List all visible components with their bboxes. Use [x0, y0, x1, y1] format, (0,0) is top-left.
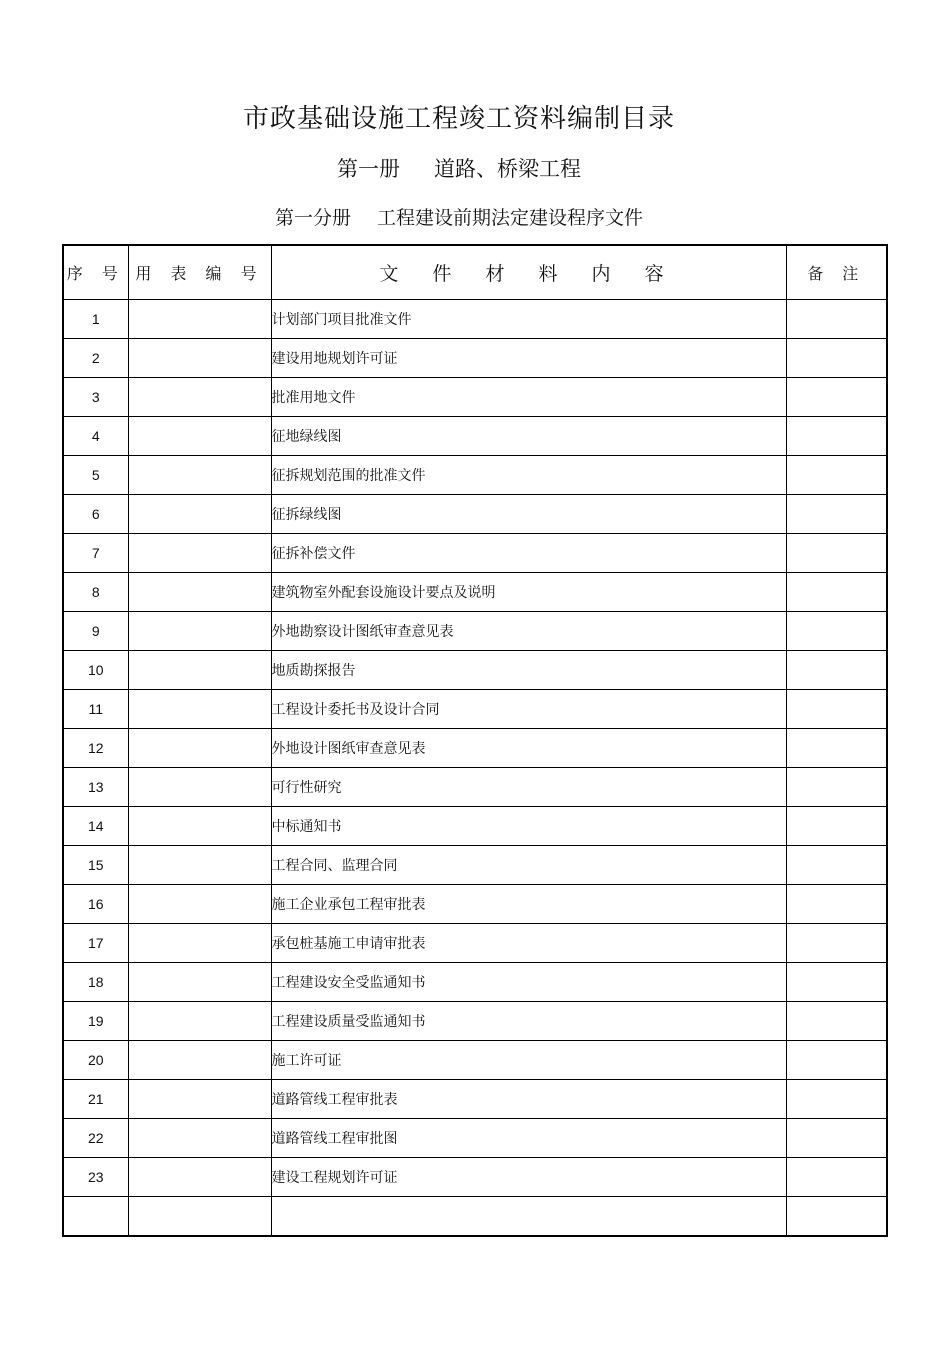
- row-note: [786, 768, 887, 807]
- table-row: [63, 612, 887, 651]
- row-seq: 18: [63, 963, 128, 1002]
- row-form-number: [128, 378, 271, 417]
- row-form-number: [128, 1158, 271, 1197]
- row-seq: 1: [63, 300, 128, 339]
- volume-heading: [0, 153, 918, 183]
- row-seq: 8: [63, 573, 128, 612]
- table-row: [63, 729, 887, 768]
- row-note: [786, 963, 887, 1002]
- row-seq: 7: [63, 534, 128, 573]
- row-content: 道路管线工程审批表: [271, 1080, 786, 1119]
- row-note: [786, 378, 887, 417]
- row-content: 地质勘探报告: [271, 651, 786, 690]
- row-form-number: [128, 651, 271, 690]
- row-note: [786, 456, 887, 495]
- row-seq: 15: [63, 846, 128, 885]
- table-row: [63, 573, 887, 612]
- row-note: [786, 807, 887, 846]
- row-form-number: [128, 690, 271, 729]
- row-form-number: [128, 1197, 271, 1237]
- table-row: [63, 1158, 887, 1197]
- subvolume-number: 第一分册: [274, 207, 351, 229]
- row-note: [786, 417, 887, 456]
- row-form-number: [128, 417, 271, 456]
- table-row: [63, 651, 887, 690]
- row-content: 中标通知书: [271, 807, 786, 846]
- table-row: [63, 690, 887, 729]
- row-note: [786, 1080, 887, 1119]
- row-seq: [63, 1197, 128, 1237]
- row-content: 外地勘察设计图纸审查意见表: [271, 612, 786, 651]
- row-form-number: [128, 456, 271, 495]
- row-note: [786, 534, 887, 573]
- row-seq: 21: [63, 1080, 128, 1119]
- table-row: [63, 924, 887, 963]
- row-note: [786, 1041, 887, 1080]
- table-row: [63, 378, 887, 417]
- row-content: 建设工程规划许可证: [271, 1158, 786, 1197]
- table-row: [63, 534, 887, 573]
- row-form-number: [128, 612, 271, 651]
- table-row: [63, 1080, 887, 1119]
- row-seq: 5: [63, 456, 128, 495]
- row-content: 征地绿线图: [271, 417, 786, 456]
- document-title: 市政基础设施工程竣工资料编制目录: [242, 104, 675, 134]
- row-content: [271, 1197, 786, 1237]
- row-content: 批准用地文件: [271, 378, 786, 417]
- row-note: [786, 1002, 887, 1041]
- row-content: 道路管线工程审批图: [271, 1119, 786, 1158]
- header-note: 备 注: [786, 245, 887, 300]
- row-note: [786, 1119, 887, 1158]
- row-content: 工程建设安全受监通知书: [271, 963, 786, 1002]
- row-seq: 14: [63, 807, 128, 846]
- row-form-number: [128, 885, 271, 924]
- row-form-number: [128, 1080, 271, 1119]
- row-note: [786, 924, 887, 963]
- row-seq: 3: [63, 378, 128, 417]
- row-seq: 22: [63, 1119, 128, 1158]
- row-content: 建设用地规划许可证: [271, 339, 786, 378]
- subvolume-heading: [0, 203, 918, 230]
- table-row: [63, 456, 887, 495]
- table-row: [63, 495, 887, 534]
- table-row: [63, 963, 887, 1002]
- row-content: 计划部门项目批准文件: [271, 300, 786, 339]
- table-row: [63, 1119, 887, 1158]
- row-note: [786, 612, 887, 651]
- table-row: [63, 1041, 887, 1080]
- table-row: [63, 417, 887, 456]
- row-seq: 6: [63, 495, 128, 534]
- row-note: [786, 885, 887, 924]
- row-seq: 19: [63, 1002, 128, 1041]
- row-note: [786, 690, 887, 729]
- row-content: 外地设计图纸审查意见表: [271, 729, 786, 768]
- row-note: [786, 339, 887, 378]
- row-form-number: [128, 807, 271, 846]
- row-content: 建筑物室外配套设施设计要点及说明: [271, 573, 786, 612]
- row-note: [786, 1158, 887, 1197]
- row-form-number: [128, 495, 271, 534]
- row-form-number: [128, 534, 271, 573]
- row-content: 工程设计委托书及设计合同: [271, 690, 786, 729]
- row-form-number: [128, 729, 271, 768]
- row-note: [786, 729, 887, 768]
- row-content: 施工企业承包工程审批表: [271, 885, 786, 924]
- row-form-number: [128, 1002, 271, 1041]
- row-form-number: [128, 573, 271, 612]
- header-content: 文 件 材 料 内 容: [271, 245, 786, 300]
- table-row: [63, 1002, 887, 1041]
- row-form-number: [128, 924, 271, 963]
- row-form-number: [128, 339, 271, 378]
- row-form-number: [128, 1041, 271, 1080]
- header-seq: 序 号: [63, 245, 128, 300]
- row-note: [786, 495, 887, 534]
- row-content: 承包桩基施工申请审批表: [271, 924, 786, 963]
- table-row: [63, 300, 887, 339]
- table-row: [63, 807, 887, 846]
- row-seq: 4: [63, 417, 128, 456]
- table-header-row: [63, 245, 887, 300]
- row-content: 可行性研究: [271, 768, 786, 807]
- table-body: [63, 300, 887, 1237]
- row-content: 工程合同、监理合同: [271, 846, 786, 885]
- row-seq: 9: [63, 612, 128, 651]
- row-note: [786, 573, 887, 612]
- row-seq: 16: [63, 885, 128, 924]
- row-seq: 12: [63, 729, 128, 768]
- row-seq: 13: [63, 768, 128, 807]
- row-seq: 10: [63, 651, 128, 690]
- row-form-number: [128, 768, 271, 807]
- row-note: [786, 846, 887, 885]
- row-seq: 17: [63, 924, 128, 963]
- row-content: 工程建设质量受监通知书: [271, 1002, 786, 1041]
- row-form-number: [128, 963, 271, 1002]
- row-form-number: [128, 846, 271, 885]
- row-form-number: [128, 1119, 271, 1158]
- row-seq: 20: [63, 1041, 128, 1080]
- volume-name: 道路、桥梁工程: [434, 157, 581, 181]
- table-row: [63, 1197, 887, 1237]
- row-content: 征拆规划范围的批准文件: [271, 456, 786, 495]
- row-note: [786, 300, 887, 339]
- subvolume-name: 工程建设前期法定建设程序文件: [377, 207, 644, 229]
- row-note: [786, 651, 887, 690]
- row-content: 征拆绿线图: [271, 495, 786, 534]
- row-content: 征拆补偿文件: [271, 534, 786, 573]
- header-form-number: 用 表 编 号: [128, 245, 271, 300]
- row-seq: 11: [63, 690, 128, 729]
- row-form-number: [128, 300, 271, 339]
- table-row: [63, 339, 887, 378]
- row-seq: 23: [63, 1158, 128, 1197]
- row-content: 施工许可证: [271, 1041, 786, 1080]
- volume-number: 第一册: [337, 157, 400, 181]
- contents-table: [62, 244, 888, 1237]
- row-seq: 2: [63, 339, 128, 378]
- row-note: [786, 1197, 887, 1237]
- table-row: [63, 885, 887, 924]
- table-row: [63, 846, 887, 885]
- table-row: [63, 768, 887, 807]
